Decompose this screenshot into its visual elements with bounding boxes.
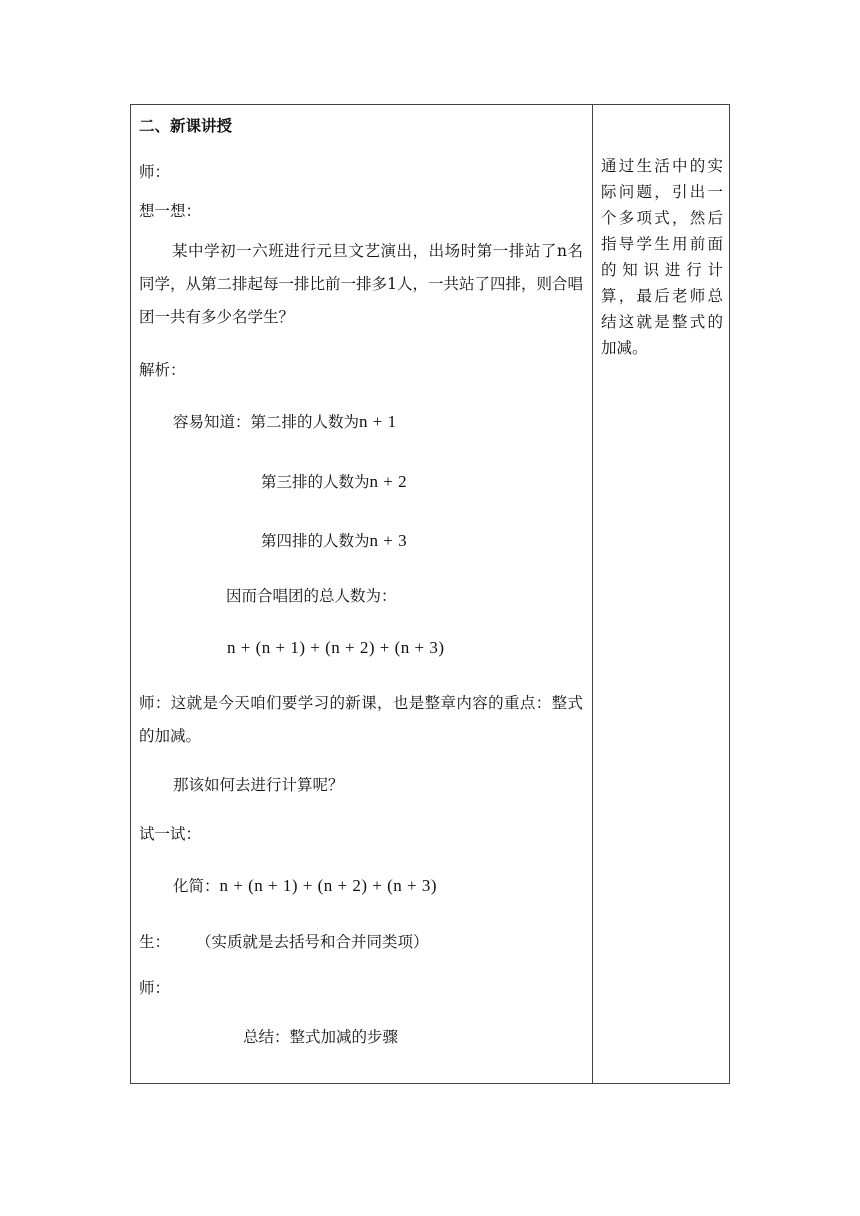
lesson-table — [130, 104, 730, 1084]
student-line — [139, 932, 429, 952]
simplify-line — [173, 876, 437, 896]
teacher-label-2: 师： — [139, 979, 171, 997]
analysis-row3 — [261, 472, 407, 492]
analysis-row4-expr: n + 3 — [369, 531, 408, 550]
student-label: 生： — [139, 933, 171, 951]
analysis-row2-expr: n + 1 — [359, 412, 397, 431]
analysis-label: 解析： — [139, 361, 186, 379]
simplify-label: 化简： — [173, 877, 220, 895]
analysis-row2 — [173, 412, 397, 432]
teacher-statement: 师：这就是今天咱们要学习的新课，也是整章内容的重点：整式的加减。 — [139, 694, 583, 745]
question-text: 那该如何去进行计算呢？ — [173, 776, 344, 794]
analysis-total-text: 因而合唱团的总人数为： — [226, 587, 397, 605]
analysis-row2-text: 容易知道：第二排的人数为 — [173, 413, 360, 431]
section-title: 二、新课讲授 — [139, 117, 233, 135]
side-note: 通过生活中的实际问题，引出一个多项式，然后指导学生用前面的知识进行计算，最后老师总结这就是整式的加减。 — [601, 157, 723, 357]
problem-text: 某中学初一六班进行元旦文艺演出，出场时第一排站了n名同学，从第二排起每一排比前一排多1人，一共站了四排，则合唱团一共有多少名学生？ — [139, 242, 583, 326]
analysis-total-expr: n + (n + 1) + (n + 2) + (n + 3) — [227, 638, 445, 657]
analysis-row4 — [261, 531, 407, 551]
summary-text: 总结：整式加减的步骤 — [243, 1028, 399, 1046]
student-note: （实质就是去括号和合并同类项） — [196, 933, 429, 951]
analysis-row3-expr: n + 2 — [369, 472, 408, 491]
simplify-expr: n + (n + 1) + (n + 2) + (n + 3) — [219, 876, 438, 895]
analysis-row4-text: 第四排的人数为 — [261, 532, 370, 550]
lesson-content-cell — [131, 105, 592, 1083]
think-label: 想一想： — [139, 202, 202, 220]
teaching-note-cell — [593, 105, 729, 1083]
try-label: 试一试： — [139, 825, 202, 843]
teacher-label: 师： — [139, 163, 171, 181]
analysis-row3-text: 第三排的人数为 — [261, 473, 370, 491]
